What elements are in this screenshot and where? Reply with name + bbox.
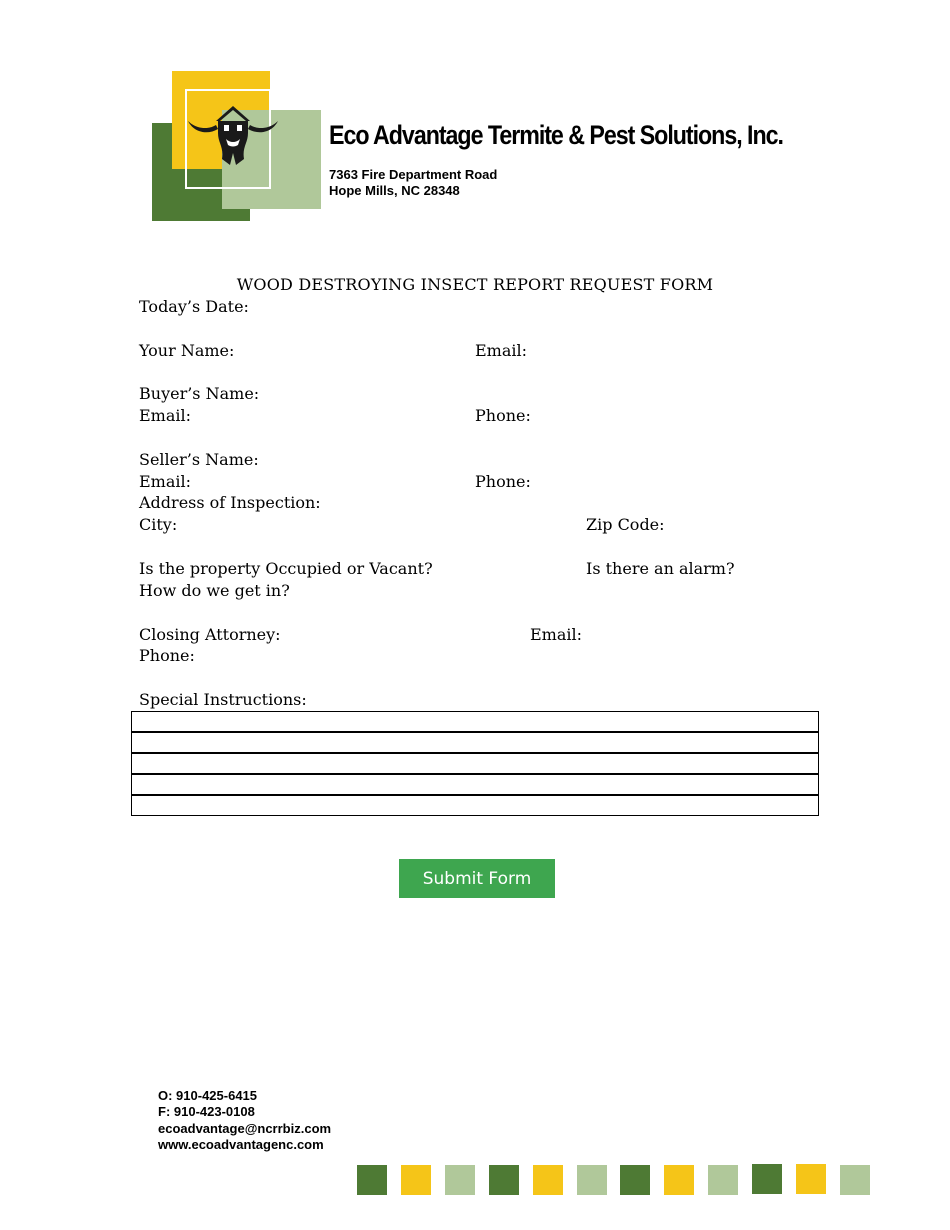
seller-email-label: Email: — [139, 472, 192, 491]
footer-square — [533, 1165, 563, 1195]
special-instructions-line-3[interactable] — [131, 753, 819, 774]
special-instructions-line-4[interactable] — [131, 774, 819, 795]
your-name-label: Your Name: — [139, 341, 235, 360]
zip-code-label: Zip Code: — [586, 515, 665, 534]
submit-form-button[interactable]: Submit Form — [399, 859, 555, 898]
occupied-or-vacant-label: Is the property Occupied or Vacant? — [139, 559, 433, 578]
footer-square — [708, 1165, 738, 1195]
company-address-line2: Hope Mills, NC 28348 — [329, 183, 460, 198]
attorney-email-label: Email: — [530, 625, 583, 644]
your-email-label: Email: — [475, 341, 528, 360]
special-instructions-line-5[interactable] — [131, 795, 819, 816]
footer-square — [620, 1165, 650, 1195]
special-instructions-line-1[interactable] — [131, 711, 819, 732]
footer-square — [401, 1165, 431, 1195]
footer-square — [445, 1165, 475, 1195]
company-name: Eco Advantage Termite & Pest Solutions, Inc. — [329, 120, 783, 150]
city-label: City: — [139, 515, 178, 534]
company-address-line1: 7363 Fire Department Road — [329, 167, 498, 182]
alarm-label: Is there an alarm? — [586, 559, 735, 578]
footer-square — [357, 1165, 387, 1195]
seller-phone-label: Phone: — [475, 472, 531, 491]
fax-number: F: 910-423-0108 — [158, 1104, 255, 1119]
footer-square — [489, 1165, 519, 1195]
sellers-name-label: Seller’s Name: — [139, 450, 259, 469]
bull-house-icon — [186, 103, 280, 169]
special-instructions-line-2[interactable] — [131, 732, 819, 753]
attorney-phone-label: Phone: — [139, 646, 195, 665]
buyers-name-label: Buyer’s Name: — [139, 384, 260, 403]
buyer-email-label: Email: — [139, 406, 192, 425]
website-link[interactable]: www.ecoadvantagenc.com — [158, 1137, 324, 1152]
closing-attorney-label: Closing Attorney: — [139, 625, 281, 644]
how-get-in-label: How do we get in? — [139, 581, 290, 600]
special-instructions-label: Special Instructions: — [139, 690, 307, 709]
form-title: WOOD DESTROYING INSECT REPORT REQUEST FORM — [236, 275, 714, 294]
office-phone: O: 910-425-6415 — [158, 1088, 258, 1103]
footer-square — [577, 1165, 607, 1195]
footer-square — [840, 1165, 870, 1195]
todays-date-label: Today’s Date: — [139, 297, 249, 316]
footer-square — [664, 1165, 694, 1195]
footer-square — [752, 1164, 782, 1194]
contact-email[interactable]: ecoadvantage@ncrrbiz.com — [158, 1121, 332, 1136]
footer-square — [796, 1164, 826, 1194]
buyer-phone-label: Phone: — [475, 406, 531, 425]
address-of-inspection-label: Address of Inspection: — [139, 493, 321, 512]
